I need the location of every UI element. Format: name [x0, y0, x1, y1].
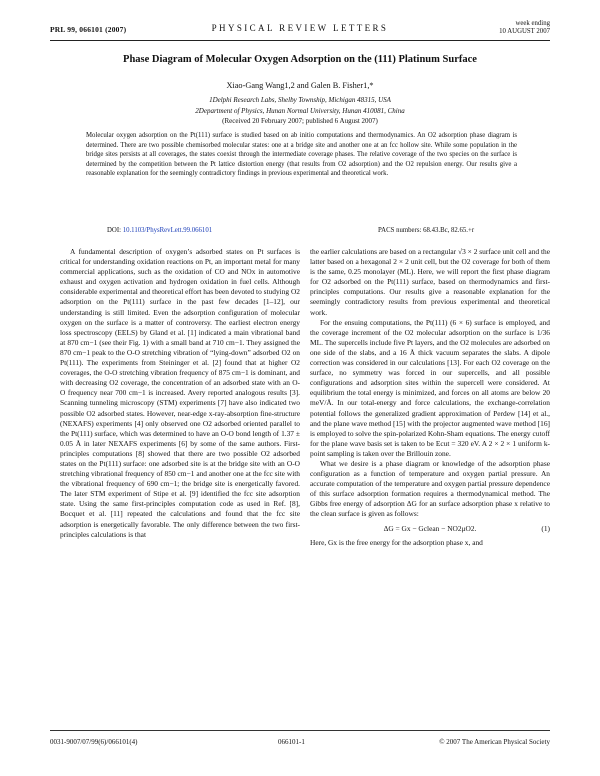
- received-dates: (Received 20 February 2007; published 6 August 2007): [222, 117, 378, 125]
- week-label: week ending: [515, 20, 550, 27]
- right-column: [310, 247, 550, 548]
- affiliation-2: 2Department of Physics, Hunan Normal University, Hunan 410081, China: [195, 107, 405, 115]
- body-paragraph: the earlier calculations are based on a rectangular √3 × 2 surface unit cell and the latter based on a hexagonal 2 × 2 unit cell, but the O2 coverage for both of them is the same, 0.25 monolayer (ML). Here, we will report the first phase diagram for O2 adsorbed on the Pt(111) surface, based on thermodynamics and first-principles computations. Our results give a reasonable explanation for the seemingly contradictory results from previous experimental and theoretical work.: [310, 247, 550, 317]
- body-paragraph: For the ensuing computations, the Pt(111) (6 × 6) surface is employed, and the coverage increment of the O2 molecular adsorption on the surface is 1/36 ML. The supercells include five Pt layers, and the O2 molecules are adsorbed on one side of the slabs, and a 16 Å thick vacuum separates the slabs. A dipole correction was considered in our calculations [13]. For each O2 coverage on the surface, no symmetry was forced in our supercells, and all possible configurations and adsorption sites within the supercell were considered. At equilibrium the total energy is minimized, and forces on all atoms are below 20 meV/Å. In our total-energy and force calculations, the exchange-correlation potential follows the generalized gradient approximation of Perdew [14] et al., and the plane wave method [15] with the projector augmented wave method [16] is employed to solve the spin-polarized Kohn-Sham equations. The energy cutoff for the plane wave basis set is taken to be Ecut = 320 eV. A 2 × 2 × 1 uniform k-point sampling is taken over the Brillouin zone.: [310, 317, 550, 458]
- footer-code: 0031-9007/07/99(6)/066101(4): [50, 738, 138, 746]
- issue-date: [499, 20, 550, 36]
- journal-name: PHYSICAL REVIEW LETTERS: [211, 23, 389, 33]
- left-column: [60, 247, 300, 540]
- abstract: Molecular oxygen adsorption on the Pt(111) surface is studied based on ab initio computations and thermodynamics. An O2 adsorption phase diagram is determined. There are two possible chemisorbed molecular states: one at a bridge site and another one at an fcc hollow site. While some population in the bridge sites persists at all coverages, the states coexist through the intermediate coverage phases. The relative coverage of the two species on the surface is determined by the competition between the Pt lattice distortion energy (that results from O2 adsorption) and the O2 repulsion energy. Our results give a reasonable explanation for the seemingly contradictory findings in previous experimental and theoretical work.: [86, 132, 517, 178]
- footer-rule: [50, 730, 550, 731]
- doi-line: [107, 227, 212, 234]
- page-number: 066101-1: [278, 738, 305, 746]
- body-paragraph: What we desire is a phase diagram or knowledge of the adsorption phase configuration as a function of temperature and oxygen partial pressure. An accurate computation of the temperature and oxygen partial pressure dependence of this surface adsorption formation requires a thermodynamical method. The Gibbs free energy of adsorption ΔG for an surface adsorption phase x relative to the clean surface is given as follows:: [310, 458, 550, 519]
- body-paragraph: A fundamental description of oxygen’s adsorbed states on Pt surfaces is critical for understanding oxidation reactions on Pt, an important metal for many commercial applications, such as the oxidation of CO and NOx in automotive exhaust and oxygen activation and hydrogen oxidation in fuel cells. Although considerable experimental and theoretical effort has been devoted to studying O2 adsorption on the Pt(111) surface in the past few decades [1–12], our understanding is still limited. Even the adsorption configuration of molecular oxygen on the surface is a matter of controversy. The earliest electron energy loss spectroscopy (EELS) by Gland et al. [1] indicated a main vibrational band at 870 cm−1 (see their Fig. 1) with a small band at 710 cm−1. They assigned the 870 cm−1 peak to the O-O stretching vibration of “lying-down” adsorbed O2 on Pt(111). The experiments from Steininger et al. [2] found that at higher O2 coverages, the O-O stretching vibration frequency of 875 cm−1 is dominant, and with decreasing O2 coverage, the concentration of an adsorbed state with an O-O frequency near 700 cm−1 is increased. Avery reported analogous results [3]. Scanning tunneling microscopy (STM) experiments [7] have also indicated two possible O2 adsorbed states. However, near-edge x-ray-absorption fine-structure (NEXAFS) experiments [4] only observed one O2 adsorbed oriented parallel to the Pt(111) surface, which was determined to have an O-O bond length of 1.37 ± 0.05 Å in later NEXAFS experiments [6] by some of the same authors. First-principles computations [8] showed that there are two possible O2 adsorbed states on the Pt(111) surface: one adsorbed site is at the bridge site with an O-O stretching vibrational frequency of 850 cm−1 and another one at the fcc site with the vibrational frequency of 690 cm−1; the bridge site is energetically favored. The later STM experiment of Stipe et al. [9] identified the fcc site adsorption state. Using the same first-principles computation code as used in Ref. [8], Bocquet et al. [11] repeated the calculations and found that the fcc site adsorption is energetically favorable. The only difference between the two first-principles calculations is that: [60, 247, 300, 539]
- journal-reference: PRL 99, 066101 (2007): [50, 25, 127, 34]
- doi-link[interactable]: 10.1103/PhysRevLett.99.066101: [122, 227, 213, 234]
- doi-label: DOI:: [107, 227, 121, 234]
- body-paragraph: Here, Gx is the free energy for the adsorption phase x, and: [310, 537, 483, 547]
- header-rule: [50, 40, 550, 41]
- copyright: © 2007 The American Physical Society: [439, 738, 550, 746]
- author-list: Xiao-Gang Wang1,2 and Galen B. Fisher1,*: [226, 81, 374, 90]
- paper-title: Phase Diagram of Molecular Oxygen Adsorption on the (111) Platinum Surface: [123, 54, 477, 65]
- pacs-numbers: PACS numbers: 68.43.Bc, 82.65.+r: [378, 227, 475, 234]
- affiliation-1: 1Delphi Research Labs, Shelby Township, Michigan 48315, USA: [209, 96, 391, 104]
- week-date: 10 AUGUST 2007: [499, 28, 550, 35]
- equation-text: ΔG = Gx − Gclean − NO2μO2.: [383, 523, 477, 533]
- equation-1: [310, 524, 550, 534]
- equation-number: (1): [541, 523, 550, 533]
- running-header: [50, 20, 550, 42]
